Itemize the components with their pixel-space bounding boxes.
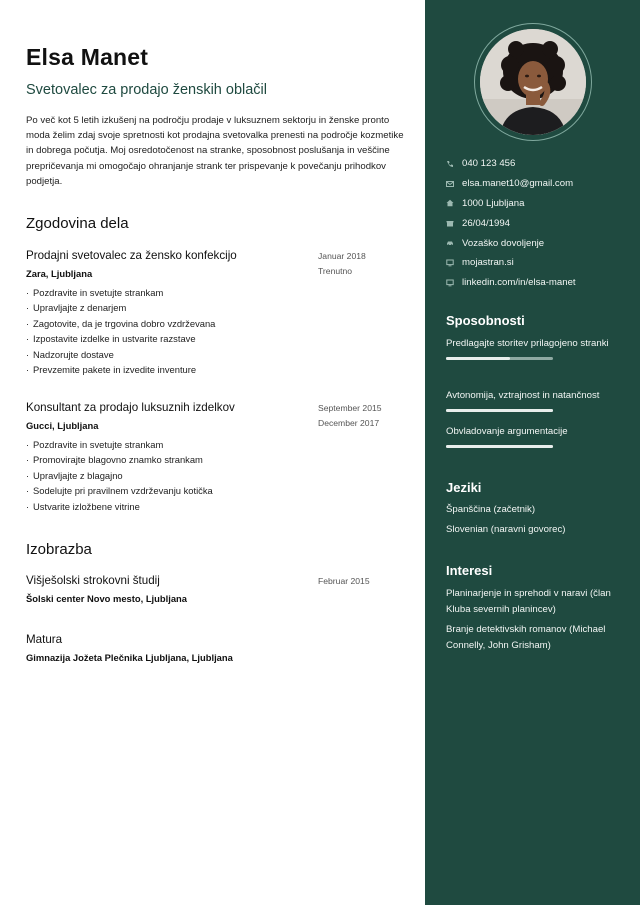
interests-list [446,586,631,654]
interests-title: Interesi [446,563,493,578]
list-item: Planinarjenje in sprehodi v naravi (član Kluba severnih planincev) [446,588,611,615]
contact-license [446,233,626,253]
job-end-date: December 2017 [318,418,380,428]
contact-website [446,253,626,273]
job-dates [318,249,366,279]
job-duties [26,437,401,514]
list-item: · Zagotovite, da je trgovina dobro vzdrževana [26,316,401,331]
education-date: Februar 2015 [318,576,370,586]
education-school: Šolski center Novo mesto, Ljubljana [26,593,187,604]
skill-bar [446,409,553,412]
website-link[interactable]: mojastran.si [462,257,514,269]
list-item: · Prevzemite pakete in izvedite inventure [26,362,401,377]
skill-label: Obvladovanje argumentacije [446,426,568,437]
driving-license: Vozaško dovoljenje [462,237,545,249]
skill-item [446,424,622,448]
job-dates [318,401,382,431]
language-list [446,502,631,538]
education-degree: Matura [26,633,63,646]
birthdate: 26/04/1994 [462,217,511,229]
list-item: · Izpostavite izdelke in ustvarite razstave [26,331,401,346]
job-entry-gucci [26,401,401,514]
skill-label: Predlagajte storitev prilagojeno stranki [446,338,609,349]
list-item: · Pozdravite in svetujte strankam [26,285,401,300]
work-history-title: Zgodovina dela [26,215,129,232]
education-degree: Višješolski strokovni študij [26,574,160,587]
job-entry-zara [26,249,401,377]
phone-icon [446,160,454,168]
list-item: · Ustvarite izložbene vitrine [26,499,401,514]
list-item: Španščina (začetnik) [446,504,536,515]
list-item: · Promovirajte blagovno znamko strankam [26,452,401,467]
skill-bar-fill [446,445,553,448]
portrait-photo [480,29,586,135]
education-title: Izobrazba [26,541,92,558]
phone-number: 040 123 456 [462,158,516,170]
skill-item [446,388,622,412]
skill-label: Avtonomija, vztrajnost in natančnost [446,390,600,401]
education-entry-matura [26,633,401,663]
home-icon [446,199,454,207]
skill-bar-fill [446,357,510,360]
job-end-date: Trenutno [318,266,353,276]
avatar [480,29,586,135]
skill-bar-fill [446,409,553,412]
job-company: Zara, Ljubljana [26,268,93,279]
list-item: Slovenian (naravni govorec) [446,524,566,535]
skill-item [446,336,622,360]
monitor-icon [446,259,454,267]
address: 1000 Ljubljana [462,197,525,209]
job-title: Konsultant za prodajo luksuznih izdelkov [26,401,235,414]
list-item: · Sodelujte pri pravilnem vzdrževanju kotička [26,483,401,498]
list-item: · Pozdravite in svetujte strankam [26,437,401,452]
job-company: Gucci, Ljubljana [26,420,99,431]
job-start-date: Januar 2018 [318,251,366,261]
list-item: · Nadzorujte dostave [26,347,401,362]
list-item: · Upravljajte z denarjem [26,300,401,315]
linkedin-link[interactable]: linkedin.com/in/elsa-manet [462,277,576,289]
skill-bar [446,357,553,360]
candidate-name: Elsa Manet [26,44,149,70]
contact-list [446,154,626,293]
contact-linkedin [446,273,626,293]
education-entry-college [26,574,401,604]
gift-icon [446,219,454,227]
car-icon [446,239,454,247]
profile-summary: Po več kot 5 letih izkušenj na področju prodaje v luksuznem sektorju in ženske pronto moda želim zdaj svoje spretnosti kot prodajna svetovalka prenesti na področje kozmetike in dobrega počutja. Moj osredotočenost na stranke, sposobnost poslušanja in veščine prepričevanja mi omogočajo ohranjanje strank ter prispevanje k povečanju prihodkov podjetja. [26,115,404,187]
list-item: Branje detektivskih romanov (Michael Connelly, John Grisham) [446,624,606,651]
job-start-date: September 2015 [318,403,382,413]
email-address: elsa.manet10@gmail.com [462,178,574,190]
job-role: Svetovalec za prodajo ženskih oblačil [26,82,267,98]
envelope-icon [446,180,454,188]
contact-phone [446,154,626,174]
education-school: Gimnazija Jožeta Plečnika Ljubljana, Ljubljana [26,652,233,663]
languages-title: Jeziki [446,480,482,495]
list-item: · Upravljajte z blagajno [26,468,401,483]
job-title: Prodajni svetovalec za žensko konfekcijo [26,249,237,262]
job-duties [26,285,401,377]
contact-address [446,194,626,214]
skill-bar [446,445,553,448]
contact-birthdate [446,213,626,233]
skills-title: Sposobnosti [446,313,525,328]
linkedin-icon [446,279,454,287]
contact-email [446,174,626,194]
